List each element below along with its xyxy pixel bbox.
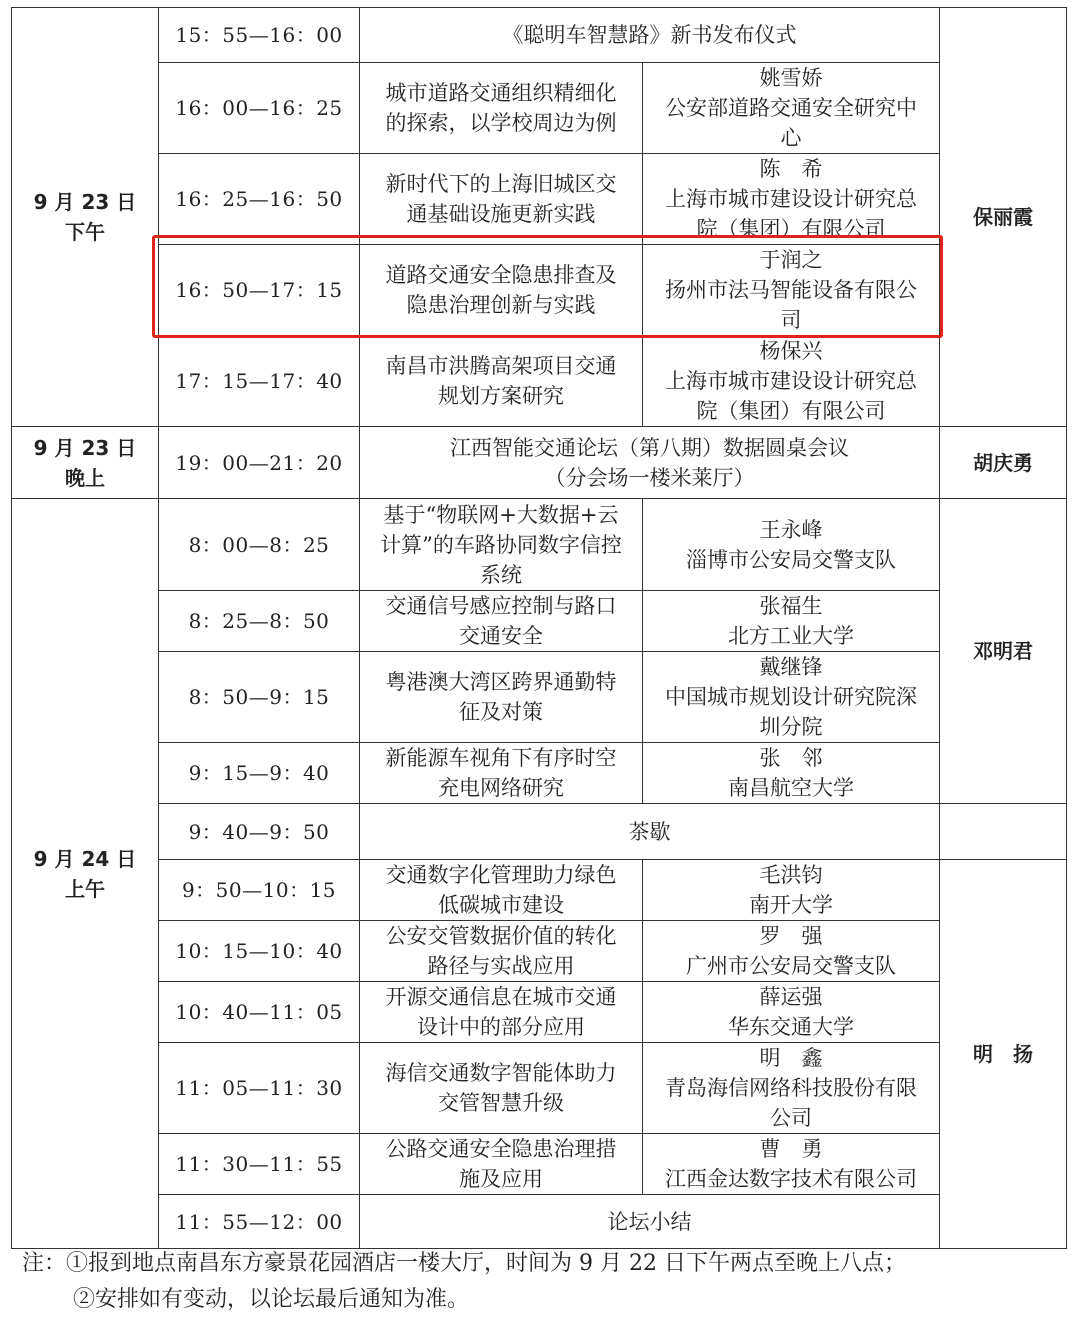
table-row	[12, 1043, 1067, 1134]
table-row	[12, 154, 1067, 245]
host-cell: 胡庆勇	[940, 427, 1067, 499]
topic-cell: 新时代下的上海旧城区交 通基础设施更新实践	[360, 154, 643, 245]
day-cell	[12, 8, 159, 427]
table-row	[12, 8, 1067, 63]
time-cell: 16：25—16：50	[159, 154, 360, 245]
topic-cell: 开源交通信息在城市交通 设计中的部分应用	[360, 982, 643, 1043]
table-row	[12, 1195, 1067, 1249]
topic-cell: 粤港澳大湾区跨界通勤特 征及对策	[360, 652, 643, 743]
time-cell: 11：05—11：30	[159, 1043, 360, 1134]
time-cell: 9：50—10：15	[159, 860, 360, 921]
speaker-cell: 曹 勇 江西金达数字技术有限公司	[643, 1134, 940, 1195]
time-cell: 11：30—11：55	[159, 1134, 360, 1195]
topic-cell: 海信交通数字智能体助力 交管智慧升级	[360, 1043, 643, 1134]
speaker-cell: 罗 强 广州市公安局交警支队	[643, 921, 940, 982]
table-row	[12, 921, 1067, 982]
host-cell: 明 扬	[940, 860, 1067, 1249]
day-period: 下午	[65, 220, 105, 244]
topic-cell: 城市道路交通组织精细化 的探索，以学校周边为例	[360, 63, 643, 154]
speaker-cell: 杨保兴 上海市城市建设设计研究总 院（集团）有限公司	[643, 336, 940, 427]
speaker-cell: 张 邻 南昌航空大学	[643, 743, 940, 804]
topic-cell: 道路交通安全隐患排查及 隐患治理创新与实践	[360, 245, 643, 336]
day-label: 9 月 23 日	[33, 435, 137, 460]
host-cell: 邓明君	[940, 499, 1067, 804]
notes	[22, 1246, 1072, 1318]
topic-cell: 南昌市洪腾高架项目交通 规划方案研究	[360, 336, 643, 427]
table-row	[12, 652, 1067, 743]
table-row	[12, 427, 1067, 499]
time-cell: 19：00—21：20	[159, 427, 360, 499]
topic-cell: 新能源车视角下有序时空 充电网络研究	[360, 743, 643, 804]
time-cell: 8：25—8：50	[159, 591, 360, 652]
table-row	[12, 336, 1067, 427]
speaker-cell: 王永峰 淄博市公安局交警支队	[643, 499, 940, 591]
day-label: 9 月 23 日	[33, 190, 137, 214]
day-cell	[12, 499, 159, 1249]
time-cell: 8：00—8：25	[159, 499, 360, 591]
speaker-cell: 张福生 北方工业大学	[643, 591, 940, 652]
topic-cell: 公安交管数据价值的转化 路径与实战应用	[360, 921, 643, 982]
time-cell: 17：15—17：40	[159, 336, 360, 427]
note-line: 注：①报到地点南昌东方豪景花园酒店一楼大厅，时间为 9 月 22 日下午两点至晚上八点；	[22, 1251, 906, 1276]
day-period: 上午	[65, 876, 105, 901]
table-row	[12, 982, 1067, 1043]
speaker-cell: 毛洪钧 南开大学	[643, 860, 940, 921]
note-line: ②安排如有变动，以论坛最后通知为准。	[73, 1287, 470, 1312]
table-row	[12, 63, 1067, 154]
topic-cell: 公路交通安全隐患治理措 施及应用	[360, 1134, 643, 1195]
table-row-highlighted	[12, 245, 1067, 336]
host-cell: 保丽霞	[940, 8, 1067, 427]
speaker-cell: 姚雪娇 公安部道路交通安全研究中 心	[643, 63, 940, 154]
topic-cell: 交通数字化管理助力绿色 低碳城市建设	[360, 860, 643, 921]
time-cell: 16：50—17：15	[159, 245, 360, 336]
time-cell: 9：40—9：50	[159, 804, 360, 860]
table-row	[12, 860, 1067, 921]
speaker-cell: 戴继锋 中国城市规划设计研究院深 圳分院	[643, 652, 940, 743]
speaker-cell: 陈 希 上海市城市建设设计研究总 院（集团）有限公司	[643, 154, 940, 245]
host-cell-empty	[940, 804, 1067, 860]
topic-cell: 论坛小结	[360, 1195, 940, 1249]
speaker-cell: 于润之 扬州市法马智能设备有限公 司	[643, 245, 940, 336]
topic-cell: 《聪明车智慧路》新书发布仪式	[360, 8, 940, 63]
time-cell: 16：00—16：25	[159, 63, 360, 154]
table-row	[12, 499, 1067, 591]
topic-cell: 江西智能交通论坛（第八期）数据圆桌会议 （分会场一楼米莱厅）	[360, 427, 940, 499]
time-cell: 8：50—9：15	[159, 652, 360, 743]
day-cell	[12, 427, 159, 499]
time-cell: 15：55—16：00	[159, 8, 360, 63]
speaker-cell: 明 鑫 青岛海信网络科技股份有限 公司	[643, 1043, 940, 1134]
table-row	[12, 591, 1067, 652]
time-cell: 9：15—9：40	[159, 743, 360, 804]
topic-cell: 基于“物联网+大数据+云 计算”的车路协同数字信控 系统	[360, 499, 643, 591]
table-row	[12, 1134, 1067, 1195]
time-cell: 10：15—10：40	[159, 921, 360, 982]
topic-cell: 茶歇	[360, 804, 940, 860]
time-cell: 11：55—12：00	[159, 1195, 360, 1249]
topic-cell: 交通信号感应控制与路口 交通安全	[360, 591, 643, 652]
table-row	[12, 804, 1067, 860]
day-period: 晚上	[65, 465, 105, 490]
time-cell: 10：40—11：05	[159, 982, 360, 1043]
day-label: 9 月 24 日	[33, 846, 137, 871]
speaker-cell: 薛运强 华东交通大学	[643, 982, 940, 1043]
table-row	[12, 743, 1067, 804]
schedule-table	[11, 7, 1067, 1249]
